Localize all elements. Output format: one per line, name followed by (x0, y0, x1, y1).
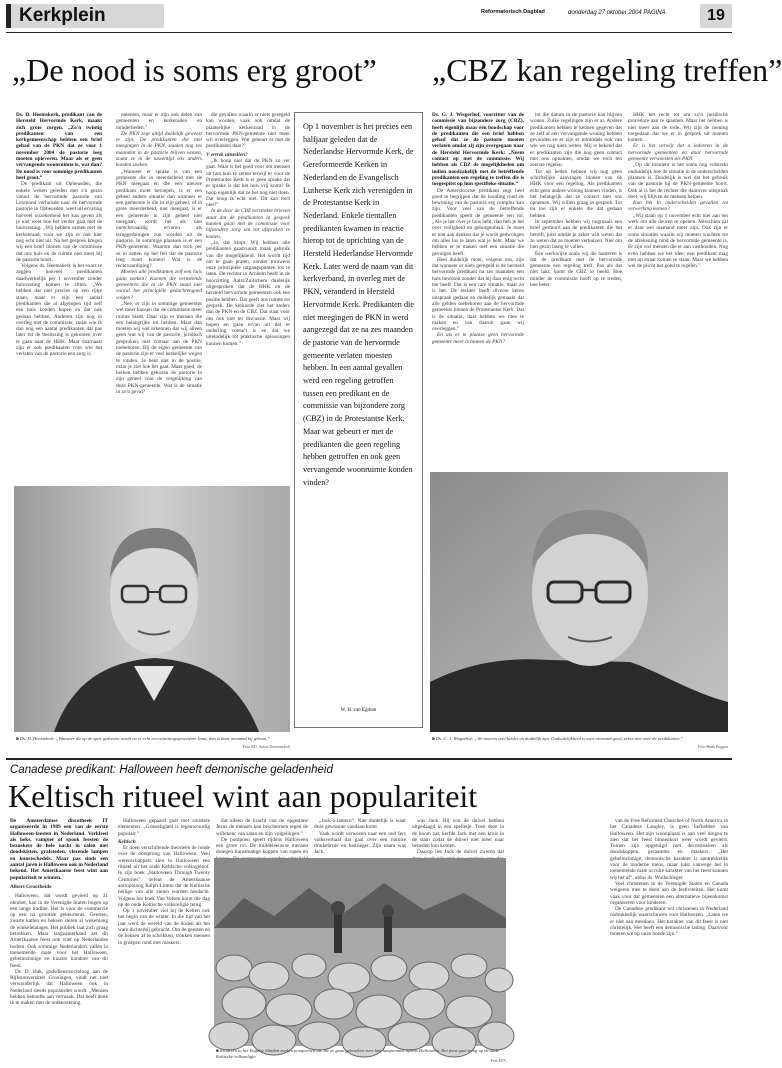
paragraph: Er doen verschillende theorieën de ronde over de oorsprong van Halloween. Veel wetenschappers zien in Halloween een ritueel uit het oude Keltische volksgeloof. In zijn boek „Halloween Through Twenty Centuries” oefent de Amerikaanse antropoloog Ralph Linton dat de Keltische heilige van alle zielen worden herdacht. Volgens het boek Van Velsen komt die dag op de oude Keltische volksreligie terug. (118, 845, 210, 908)
paragraph: Tot op heden hebben wij nog geen schriftelijke aanvragen binnen van de HHK voor een regeling. Als predikanten echt geen andere woning kunnen vinden, is het belangrijk dat ze contact met ons opnemen. Wij willen graag in gesprek. Tot nu toe zijn er enkele die dat gedaan hebben. (530, 168, 622, 219)
bottom-article-col-1 (10, 818, 108, 1064)
intro-text: Op 1 november is het precies een halfjaar geleden dat de Nederlandse Hervormde Kerk, de Gereformeerde Kerken in Nederland en de Evangelisch Lutherse Kerk zich verenigden in de Protestantse Kerk in Nederland. Enkele tientallen predikanten kwamen in reactie hierop tot de oprichting van de Hersteld Hederlandse Hervormde Kerk. Later werd de naam van dit kerkverband, in overleg met de PKN, veranderd in Hersteld Hervormde Kerk. Predikanten die niet meegingen de PKN in werd aangezegd dat ze na zes maanden de pastorie van de hervormde gemeente verlaten moesten hebben. In een aantal gevallen werd een regeling getroffen tussen een predikant en de commissie van bijzondere zorg (CBZ) in de Protestantse Kerk. Maar wat gebeurt er met de predikanten die geen regeling hebben getroffen en ook geen vervangende woonruimte konden vinden? (303, 122, 414, 487)
question: Kun het in onderscheiden gevallen tot verwerking komen? (628, 200, 728, 213)
left-article-col-2 (116, 112, 202, 492)
subheading: Keltisch (118, 838, 136, 845)
issue-date: donderdag 27 oktober 2004 PAGINA (568, 10, 666, 16)
caption-bullet-icon: ■ (432, 736, 436, 741)
section-title: Kerkplein (6, 4, 164, 28)
paragraph: Een werkwijze zoals wij die hanteren is dat de predikant met de hervormde gemeente een regeling treft. Pas als dat niet lukt, komt de CBZ in beeld. Hoe minder de commissie hoeft op te treden, hoe beter. (530, 250, 622, 289)
paragraph: „Nee, er zijn in sommige gemeentes wel meer kansen dat de commissie meer ruimte biedt. Daar zijn er mensen die een belangrijke rol hebben. Maar dan moeten wij wel erkennen dat wij alleen geen wat wij van de pastorie, juridisch gesproken, niet zomaar aan de PKN toebehoren. Bij de eigen gemeente van de pastorie zijn er veel kerkelijke wegen te vinden. Je bent niet in de positie, maar je ziet hoe het gaat. Maar goed, de kerken hebben gekozen de pastorie in zijn geheel voor de vergelijking van deze PKN-gemeente. Wat is de situatie in zo'n geval? (116, 300, 202, 396)
paragraph: die gevallen waarin er niets geregeld kan worden, vaak ook omdat de plaatselijke kerkenraad in de hervormde PKN-gemeente niet meer wil overleggen. Wat gebeurt er met de predikanten daar?” (206, 112, 290, 150)
paragraph: „Jack-o-lantern”. Niet duidelijk is waar deze gewoonte vandaan komt. (314, 818, 406, 831)
paragraph: Halloween, dat wordt gevierd op 31 oktober, kan in de Verenigde Staten bogen op een lange traditie. Het is voor de commercie op een na grootste gebeurtenis. Geesten, zwarte katten en heksen sieren al wekenlang de winkeletalages. Het publiek laat zich graag betrekken. Maar langzamerhand zet dit Amerikaanse feest ook voet op Nederlandse bodem. Ook sommige Nederlanders vallen in toenemende mate voor het Halloween, geheimzinnige en bizarre karakter van dit feest. (10, 893, 108, 969)
paragraph: was Jack. Hij zou de duivel hebben uitgedaagd in een spelletje. Toen deze in de boom zat, kerfde Jack met een kruis in de stam zodat de duivel niet meer naar beneden kon komen. (412, 818, 504, 850)
paragraph: „Wij staan op 1 november echt niet aan het werk om alle deuren te openen. Misschien zal er daar wel niemand meer zijn. Ook zijn er soms situaties waarin wij moeten wachten tot de afrekening rond de hervormde gemeente is. Er zijn wel mensen die er aan vasthouden. Nog even hebben we het idee: een predikant mag niet op straat komen te staan. Maar we hebben wel de plicht het goed te regelen.” (628, 212, 728, 270)
bottom-article-col-3 (216, 818, 308, 858)
caption-bullet-icon: ■ (16, 736, 20, 741)
paragraph: „Ja, dat klopt. Wij hebben alle predikanten gaadvuurd: maak gebruik van die mogelijkheid. Het wordt tijd om te gaan praten, zonder trouwens onze principiële uitgangspunten los te laten. De rechter in Arnhem heeft in de hoorzitting Aalst/Zuilichem duidelijk uitgesproken dat de HHK en de hersteld hervormde gemeenten ook een positie hebben. Dat geeft ons ruimte tot gesprek. De kerkorde ziet het anders dan de PKN en de CBZ. Dat staat voor ons ook niet ter discussie. Maar wij hopen en gaan ervan uit dat er onderling contact is en dat we uiteindelijk tot praktische oplossingen kunnen komen.” (206, 239, 290, 347)
paragraph: tot die datum in de pastorie kan blijven wonen. Zulke regelingen zijn er al. Andere predikanten hebben te kennen gegeven dat ze zelf al een vervangende woning hebben gevonden en er zijn er inmiddels ook van wie we nog niets weten. Mij is bekend dat er predikanten zijn die nog geen contact met ons opnamen, omdat we toch ten zeerste regelen. (530, 112, 622, 169)
paragraph: De Canadese predikant wil christenen in Nederland nadrukkelijk waarschuwen voor Halloween. „Laten we er niet aan meedoen. Het karakter van dit feest is niet christelijk. Het heeft een demonische lading. Daarvoor moeten we op onze hoede zijn.” (610, 906, 728, 938)
paragraph: Heel duidelijk moet, volgens ons, zijn dat wanneer er niets geregeld is de hersteld hervormde predikant na zes maanden een huis bewoont zonder dat hij daar enig recht toe heeft. Dat is een rare situatie, maar zo is het. De rechter heeft diverse keren uitspraak gedaan en duidelijk gemaakt dat alle gelden toebehoren aan de hervormde gemeente binnen de Protestantse Kerk. Dat is de situatie, daar hebben we mee te maken en van daaruit gaan wij overleggen.” (432, 256, 524, 333)
paragraph: Volgens ds. Heemskerk is het exact te zeggen hoeveel predikanten daadwerkelijk per 1 november zonder huisvesting komen te zitten. „We hebben dat niet precies op een rijtje staan, maar er zijn een aantal predikanten die al afgelopen tijd zelf een huis konden kopen en dat ook gedaan hebben. Anderen zijn nog in overleg met de commissie, zodat wie ik dan nog een aantal predikanten dat pas later tot de beslissing is gekomen over te gaan naar de HHK. Maar daarnaast zijn er ook predikanten voor wie het verlaten van de pastorie een zorg is. (16, 263, 102, 358)
left-headline: „De nood is soms erg groot” (12, 52, 377, 88)
paragraph: „Wanneer er sprake is van een gemeente die in meerderheid met de PKN meegaat en die een nieuwe predikant moet beroepen, is er een geheel andere situatie dan wanneer er een gemeente is die in zijn geheel, of in grote meerderheid, niet meegaat, is er een gemeente in zijn geheel niet meegaan, wordt het als niet onrechtvaardig ervaren als teruggedrongen zou worden uit de pastorie. In sommige plaatsen is er een PKN-gemeente. Waarom dan toch per se in zetten op het feit dat de pastorie leeg moet komen? Wat is de rechtvaardiging? (116, 168, 202, 270)
right-article-col-3 (628, 112, 728, 492)
left-article-lead: Ds. D. Heemskerk, predikant van de Hersteld Hervormde Kerk, maakt zich grote zorgen. „Zo'n twintig predikanten van een kerkgemeenschap hebben een brief gehad van de PKN dat ze voor 1 november 2004 de pastorie leeg moeten opleveren. Maar als er geen vervangende woonruimte is, wat dan? De nood is voor sommige predikanten heel groot.” (16, 112, 102, 181)
right-article-lead: Ds. G. J. Wisgerhof, voorzitter van de commissie van bijzondere zorg (CBZ), heeft eigenlijk maar één boodschap voor de predikanten die een brief hebben gehad dat ze de pastorie moeten verlaten omdat zij zijn overgegaan naar de Hersteld Hervormde Kerk: „Neem contact op met de commissie. Wij hebben als CBZ de mogelijkheden om indien noodzakelijk met de betreffende predikanten een regeling te treffen die is toegespitst op hun specifieke situatie.” (432, 112, 524, 188)
masthead-rule (6, 32, 732, 33)
bottom-photo-credit: Foto EPA (490, 1058, 506, 1063)
intro-author: W. H. van Egdom (340, 708, 377, 713)
left-photo-credit: Foto RD, Anton Dommerholt (242, 744, 290, 749)
right-article-col-2 (530, 112, 622, 472)
page-number: 19 (700, 4, 732, 28)
paragraph: In september hebben wij nogmaals een brief gestuurd aan de predikanten die het betreft, juist omdat je zeker wilt weten dat ze weten dat ze moeten verhuizen. Niet om hun gezin lastig te vallen. (530, 219, 622, 251)
paragraph: De predikant uit Opheusden, die enkele weken geleden met z'n gezin vanuit de hervormde pastorie van Lexmond verhuisde naar de hervormde pastorie in Opheusden, weet uit ervaring hoeveel onzekerheid het kan geven als je niet weet hoe het verder gaat met de huisvesting. „Wij hebben samen met de kerkenraad, voor we zijn er ook hier nog echt niet uit. Na het gesprek kregen wij een brief binnen van de commissie dat ons huis en de ruimte niet meer bij de pastorie hoort. (16, 181, 102, 263)
bottom-article-lead: De Amsterdamse discotheek IT organiseerde in 1989 een van de eerste Halloween-feesten in Nederland. Verkleed als heks, vampier of spook feesten de bezoekers de hele nacht in zalen met doodskisten, grafsteden, vlezende lampen en kunstschedels. Maar pas sinds een aantal jaren is Halloween ook in Nederland bekend. Het Amerikaanse feest wint aan populariteit te winnen. (10, 818, 108, 881)
right-headline: „CBZ kan regeling treffen” (432, 52, 782, 88)
caption-text: Ds. G. J. Wisgerhof: „We moeten veel helder en duidelijk zijn. Onduidelijkheid is voor niemand goed, zeker niet voor de predikanten.” (435, 736, 684, 741)
paragraph: meenten, maar er zijn ook delen van gemeenten en kerkeraden en minderheden.” (116, 112, 202, 131)
paragraph: Halloween gepaard gaat met sinistere elementen. „Griezelighed is tegenwoordig populair.” (118, 818, 210, 837)
left-article-col-3 (206, 112, 290, 492)
bottom-headline: Keltisch ritueel wint aan populariteit (8, 778, 478, 814)
portrait-wisgerhof-image (430, 472, 728, 732)
right-photo-credit: Foto Henk Poggen (698, 744, 728, 749)
masthead (6, 4, 734, 30)
left-article-col-1 (16, 112, 102, 492)
paragraph: De pompoen speelt tijdens Halloween een grote rol. De middeleeuwse mensen droegen kunstmatige koppen van rapen en (216, 836, 308, 856)
bottom-article-col-4 (314, 818, 406, 858)
paragraph: van de Free Reformed Churches of North America in het Canadese Langley, is geen liefhebber van Halloween. Het zijn woonplaats is aan veel dingen te zien dat het feest binnenkort weer wordt gevierd. Tuinen zijn opgetuigd met decorstukken als doodskoppen, geraamtes en maskers. „Het geheimzinnige, demonische karakter is aantrekkelijk voor de moderne mens, maar juist vanwege het in toenemende mate occulte karakter van het feest kunnen wij het af”, aldus ds. Wullschleger. (610, 818, 728, 881)
paragraph: De Amersfoortse predikant zegt heel goed te begrijpen dat de houding rond de bewoning van de pastorie erg complex kan zijn. Voor veel van de betreffende predikanten speelt de gemeente een rol. „Als je het over je huis hebt, dan heb je het over veiligheid en geborgenheid. Je moet er niet aan denken dat je wordt gedwongen om alles los te laten wat je hebt. Maar we hebben er te maken met een situatie die gevolgen heeft. (432, 187, 524, 257)
bottom-article-col-2 (118, 818, 210, 1064)
bottom-article-author: Albert Grootheide (10, 883, 52, 890)
portrait-heemskerk (14, 486, 290, 732)
caption-text: Ds. D. Heemskerk: „Wanneer dit op de spits gedreven wordt en er echt een uitzettingsprocedure komt, dan is daar niemand bij gebaat.” (19, 736, 271, 741)
intro-box (294, 112, 423, 728)
caption-text: Kinderen in het Engelse Slindon zoeken pompoenen uit, die ze gaan gebruiken voor hun lampionnen tijdens Halloween. Het feest gaat terug op de oude Keltische volksreligie. (216, 1048, 499, 1059)
pumpkin-photo (214, 858, 506, 1046)
paragraph: Op 1 november viel bij de Kelten ook het begin van de winter. In die tijd van het jaar werd de wereld van de doden als het ware dichterbij gebracht. Om de geesten en de heksen af te schrikken, trokken mensen in groepen rond met maskers. (118, 908, 210, 946)
question: De PKN zegt altijd duidelijk geweest te zijn. De predikanten die niet meegingen in de PKN, zouden nog zes maanden in de pastorie blijven wonen, zodat ze in de tussentijd iets anders konden zoeken. (116, 130, 202, 169)
section-divider (6, 758, 732, 760)
right-article-col-1 (432, 112, 524, 472)
question: Moeten alle predikanten zelf een huis gaan zoeken? Kunnen die vermeende gemeenten die in de PKN staan niet vooral het principiële gedachtengoed volgen? (116, 269, 202, 301)
paragraph: dat alleen de kracht van de opgestane Jezus de mensen kan beschermen tegen de willekeur van satan en zijn volgelingen.” (216, 818, 308, 837)
bottom-article-col-6 (512, 818, 728, 1064)
paragraph: „Ik hoop niet dat de PKN zo ver gaat. Waar is het goed voor om mensen uit hun huis te zetten terwijl er voor de Protestantse Kerk is er geen sprake dat er sprake is dat het huis vrij komt? Ik hoop eigenlijk dat ze het nog niet doen. Dat hoop ik echt niet. Dit kan toch niet?” (206, 158, 290, 209)
paragraph: Vaak wordt verwezen naar een oud Iers volksverhaal dat gaat over een notoire drinkebroer en bedrieger. Zijn naam was Jack. (314, 830, 406, 856)
question: In de door de CBZ verstrekte brieven staat dat de predikanten in gesprek kunnen gaan met de commissie voor bijzondere zorg om tot afspraken te komen. (206, 208, 290, 240)
paragraph: Daarop liet Jack de duivel zweren dat (417, 849, 504, 856)
portrait-wisgerhof (430, 472, 728, 732)
pumpkin-photo-image (214, 858, 506, 1046)
paragraph: „Op dit moment is het soms nog volstrekt onduidelijk hoe de situatie in de onderscheiden plaatsen is. Duidelijk is wel dat het gebruik van de pastorie bij de PKN-gemeente hoort. Ook al is het de rechter die daarover uitspraak doet, wij blijven de mensen helpen. (628, 162, 728, 200)
paragraph: HHK het recht tot om zo'n juridische procedure aan te spannen. Maar het hebben is niet meer aan de orde. Wij zijn de mening toegedaan dat we er in gesprek uit moeten komen. (628, 112, 728, 144)
question: En als er te plaatse geen hervormde gemeente meer is binnen de PKN? (432, 332, 524, 345)
question: Er is het verwijt dat u iedereen in de hervormde gemeenten en daar hervormde gemeente verwoesten als PKN. (628, 143, 728, 163)
paragraph: Dr. D. Hak, godsdienstsocioloog aan de Rijksuniversiteit Groningen, vindt het niet verwonderlijk dat Halloween ook in Nederland steeds populairder wordt. „Mensen hebben behoefte aan vermaak. Dat heeft denk ik te maken met de ontkerstening. (10, 968, 108, 1007)
bottom-article-col-6-inner (610, 818, 728, 938)
portrait-heemskerk-image (14, 486, 290, 732)
caption-bullet-icon: ■ (216, 1048, 220, 1053)
bottom-kicker: Canadese predikant: Halloween heeft demonische geladenheid (10, 764, 333, 776)
newspaper-name: Reformatorisch Dagblad (481, 9, 545, 15)
paragraph: Veel christenen in de Verenigde Staten en Canada weigeren mee te doen aan de festiviteiten. Het komt vaak voor dat gemeenten een alternatieve bijeenkomst organiseren voor kinderen. (610, 880, 728, 906)
subheading: V ertrek uitstellen? (206, 151, 248, 158)
